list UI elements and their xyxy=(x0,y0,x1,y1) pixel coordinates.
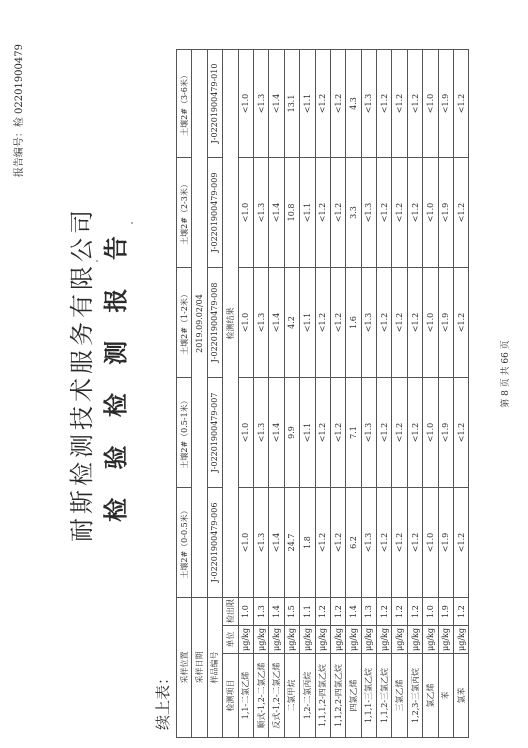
result-cell: <1.3 xyxy=(253,157,268,267)
result-cell: <1.2 xyxy=(454,267,469,377)
result-cell: <1.2 xyxy=(392,377,407,487)
result-cell: <1.4 xyxy=(269,377,284,487)
table-row xyxy=(392,49,407,737)
result-cell: <1.3 xyxy=(361,157,376,267)
sample-id-label: 样品编号 xyxy=(207,597,222,737)
limit-cell: 1.1 xyxy=(300,597,315,625)
result-cell: 4.2 xyxy=(284,267,299,377)
result-cell: <1.3 xyxy=(253,487,268,597)
result-cell: 10.8 xyxy=(284,157,299,267)
result-cell: <1.2 xyxy=(315,49,330,157)
result-cell: <1.3 xyxy=(361,49,376,157)
result-cell: <1.1 xyxy=(300,157,315,267)
result-cell: <1.0 xyxy=(238,377,253,487)
result-cell: <1.2 xyxy=(377,267,392,377)
scan-speck xyxy=(131,222,133,224)
result-cell: <1.9 xyxy=(438,267,453,377)
item-cell: 1,2,3-三氯丙烷 xyxy=(407,654,422,738)
result-cell: 13.1 xyxy=(284,49,299,157)
result-cell: <1.4 xyxy=(269,487,284,597)
result-cell: <1.0 xyxy=(423,49,438,157)
result-cell: 3.3 xyxy=(346,157,361,267)
item-cell: 二氯甲烷 xyxy=(284,654,299,738)
result-cell: <1.2 xyxy=(315,157,330,267)
limit-cell: 1.0 xyxy=(423,597,438,625)
location-cell: 土壤2#（0-0.5米） xyxy=(177,487,192,597)
sample-id-cell: J-02201900479-010 xyxy=(207,49,222,157)
result-cell: <1.4 xyxy=(269,267,284,377)
limit-cell: 1.9 xyxy=(438,597,453,625)
item-cell: 1,2-二氯丙烷 xyxy=(300,654,315,738)
table-row xyxy=(423,49,438,737)
result-cell: <1.2 xyxy=(407,487,422,597)
result-cell: <1.3 xyxy=(253,49,268,157)
item-cell: 苯 xyxy=(438,654,453,738)
table-row xyxy=(438,49,453,737)
sampling-location-label: 采样位置 xyxy=(177,597,192,737)
sample-id-cell: J-02201900479-006 xyxy=(207,487,222,597)
company-name: 耐斯检测技术服务有限公司 xyxy=(68,206,96,542)
result-cell: <1.2 xyxy=(330,267,345,377)
unit-cell: μg/kg xyxy=(284,626,299,654)
result-cell: <1.0 xyxy=(423,377,438,487)
page-number: 第 8 页 共 66 页 xyxy=(501,340,511,408)
result-cell: <1.2 xyxy=(454,487,469,597)
result-cell: <1.9 xyxy=(438,49,453,157)
unit-cell: μg/kg xyxy=(407,626,422,654)
result-cell: <1.2 xyxy=(392,487,407,597)
limit-cell: 1.2 xyxy=(454,597,469,625)
unit-cell: μg/kg xyxy=(238,626,253,654)
table-row xyxy=(346,49,361,737)
table-row xyxy=(377,49,392,737)
limit-cell: 1.2 xyxy=(377,597,392,625)
result-cell: <1.0 xyxy=(423,157,438,267)
unit-cell: μg/kg xyxy=(438,626,453,654)
result-cell: <1.2 xyxy=(315,487,330,597)
result-cell: <1.2 xyxy=(407,49,422,157)
sampling-date-label: 采样日期 xyxy=(192,597,207,737)
result-cell: <1.1 xyxy=(300,49,315,157)
unit-cell: μg/kg xyxy=(423,626,438,654)
result-cell: <1.0 xyxy=(238,267,253,377)
result-cell: <1.2 xyxy=(330,49,345,157)
limit-cell: 1.3 xyxy=(361,597,376,625)
location-cell: 土壤2#（2-3米） xyxy=(177,157,192,267)
result-cell: <1.2 xyxy=(392,49,407,157)
unit-cell: μg/kg xyxy=(300,626,315,654)
item-cell: 1,1,1,2-四氯乙烷 xyxy=(315,654,330,738)
table-row xyxy=(330,49,345,737)
sample-id-cell: J-02201900479-007 xyxy=(207,377,222,487)
location-cell: 土壤2#（1-2米） xyxy=(177,267,192,377)
result-cell: <1.1 xyxy=(300,377,315,487)
result-cell: <1.2 xyxy=(407,377,422,487)
location-cell: 土壤2#（0.5-1米） xyxy=(177,377,192,487)
results-header: 检测结果 xyxy=(223,49,238,597)
limit-cell: 1.0 xyxy=(238,597,253,625)
table-row xyxy=(361,49,376,737)
item-cell: 反式-1,2-二氯乙烯 xyxy=(269,654,284,738)
limit-cell: 1.2 xyxy=(407,597,422,625)
limit-cell: 1.2 xyxy=(330,597,345,625)
table-row xyxy=(300,49,315,737)
report-code: 报告编号：检 02201900479 xyxy=(14,44,25,178)
sampling-date-value: 2019.09.02/04 xyxy=(192,49,207,597)
result-cell: <1.2 xyxy=(315,377,330,487)
result-cell: 1.6 xyxy=(346,267,361,377)
item-cell: 1,1,2-三氯乙烷 xyxy=(377,654,392,738)
result-cell: 4.3 xyxy=(346,49,361,157)
result-cell: <1.2 xyxy=(330,157,345,267)
item-cell: 1,1,1-三氯乙烷 xyxy=(361,654,376,738)
sampling-date-row xyxy=(192,49,207,737)
result-cell: 6.2 xyxy=(346,487,361,597)
result-cell: <1.3 xyxy=(253,377,268,487)
limit-cell: 1.3 xyxy=(253,597,268,625)
table-row xyxy=(315,49,330,737)
result-cell: <1.4 xyxy=(269,157,284,267)
unit-cell: μg/kg xyxy=(330,626,345,654)
result-cell: <1.3 xyxy=(361,377,376,487)
item-cell: 四氯乙烯 xyxy=(346,654,361,738)
result-cell: <1.3 xyxy=(361,267,376,377)
results-table xyxy=(176,49,469,738)
result-cell: <1.9 xyxy=(438,377,453,487)
result-cell: <1.3 xyxy=(253,267,268,377)
result-cell: <1.0 xyxy=(423,267,438,377)
limit-cell: 1.4 xyxy=(346,597,361,625)
table-row xyxy=(238,49,253,737)
unit-cell: μg/kg xyxy=(253,626,268,654)
unit-cell: μg/kg xyxy=(315,626,330,654)
location-row xyxy=(177,49,192,737)
result-cell: <1.2 xyxy=(454,49,469,157)
result-cell: <1.3 xyxy=(361,487,376,597)
result-cell: <1.4 xyxy=(269,49,284,157)
results-table-body xyxy=(177,49,469,737)
result-cell: <1.2 xyxy=(454,377,469,487)
item-cell: 氯苯 xyxy=(454,654,469,738)
result-cell: <1.2 xyxy=(315,267,330,377)
limit-cell: 1.5 xyxy=(284,597,299,625)
report-title: 检 验 检 测 报 告 xyxy=(101,226,130,522)
result-cell: <1.9 xyxy=(438,157,453,267)
sample-id-row xyxy=(207,49,222,737)
item-cell: 氯乙烯 xyxy=(423,654,438,738)
result-cell: <1.9 xyxy=(438,487,453,597)
result-cell: <1.0 xyxy=(238,487,253,597)
result-cell: 24.7 xyxy=(284,487,299,597)
item-header: 检测项目 xyxy=(223,654,238,738)
limit-cell: 1.2 xyxy=(315,597,330,625)
result-cell: <1.2 xyxy=(377,487,392,597)
table-row xyxy=(454,49,469,737)
result-cell: <1.0 xyxy=(238,49,253,157)
result-cell: <1.2 xyxy=(377,49,392,157)
table-row xyxy=(269,49,284,737)
result-cell: <1.0 xyxy=(238,157,253,267)
limit-cell: 1.2 xyxy=(392,597,407,625)
item-cell: 三氯乙烯 xyxy=(392,654,407,738)
result-cell: <1.2 xyxy=(377,157,392,267)
result-cell: <1.2 xyxy=(454,157,469,267)
item-cell: 1,1-二氯乙烯 xyxy=(238,654,253,738)
item-cell: 1,1,2,2-四氯乙烷 xyxy=(330,654,345,738)
result-cell: <1.2 xyxy=(407,157,422,267)
result-cell: <1.2 xyxy=(377,377,392,487)
unit-cell: μg/kg xyxy=(454,626,469,654)
result-cell: <1.2 xyxy=(330,377,345,487)
table-row xyxy=(407,49,422,737)
unit-cell: μg/kg xyxy=(392,626,407,654)
limit-cell: 1.4 xyxy=(269,597,284,625)
result-cell: <1.2 xyxy=(330,487,345,597)
table-row xyxy=(253,49,268,737)
unit-cell: μg/kg xyxy=(346,626,361,654)
sample-id-cell: J-02201900479-009 xyxy=(207,157,222,267)
result-cell: <1.2 xyxy=(392,267,407,377)
unit-cell: μg/kg xyxy=(361,626,376,654)
unit-header: 单位 xyxy=(223,626,238,654)
sample-id-cell: J-02201900479-008 xyxy=(207,267,222,377)
result-cell: 1.8 xyxy=(300,487,315,597)
header-row xyxy=(223,49,238,737)
location-cell: 土壤2#（3-6米） xyxy=(177,49,192,157)
limit-header: 检出限 xyxy=(223,597,238,625)
scan-speck xyxy=(96,260,98,262)
result-cell: <1.2 xyxy=(407,267,422,377)
unit-cell: μg/kg xyxy=(269,626,284,654)
continued-label: 续上表： xyxy=(154,669,172,730)
result-cell: <1.2 xyxy=(392,157,407,267)
result-cell: 9.9 xyxy=(284,377,299,487)
result-cell: 7.1 xyxy=(346,377,361,487)
item-cell: 顺式-1,2-二氯乙烯 xyxy=(253,654,268,738)
result-cell: <1.1 xyxy=(300,267,315,377)
unit-cell: μg/kg xyxy=(377,626,392,654)
table-row xyxy=(284,49,299,737)
result-cell: <1.0 xyxy=(423,487,438,597)
